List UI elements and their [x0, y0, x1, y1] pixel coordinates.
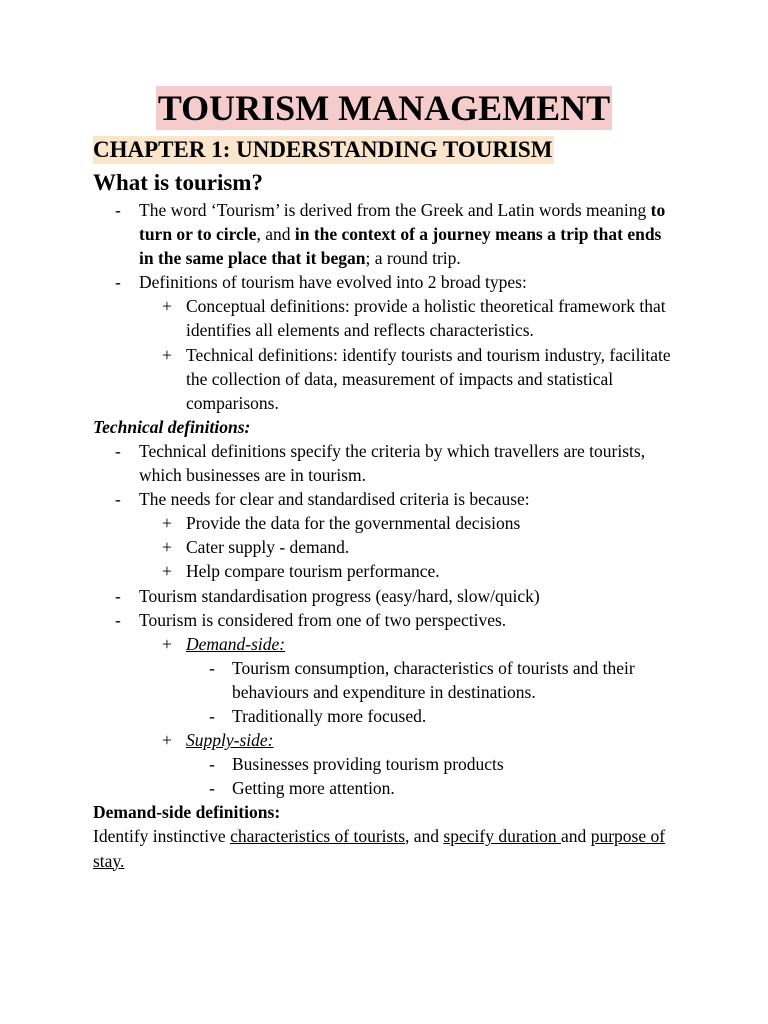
sub-list-item — [93, 294, 673, 342]
document-title: TOURISM MANAGEMENT — [157, 88, 611, 128]
list-item — [93, 198, 673, 270]
list-item — [93, 608, 673, 632]
demand-side-label: Demand-side: — [186, 633, 286, 654]
dash-marker: - — [209, 754, 215, 775]
dash-marker: - — [115, 200, 121, 220]
list-item — [93, 487, 673, 511]
dash-marker: - — [115, 440, 121, 461]
underlined-run: specify duration — [443, 826, 562, 847]
list-item-text: Businesses providing tourism products — [232, 754, 504, 775]
nested-list-item — [93, 752, 673, 776]
dash-marker: - — [209, 657, 215, 678]
list-item-text: Conceptual definitions: provide a holistic theoretical framework that identifies all elements and reflects characteristics. — [186, 296, 666, 341]
list-item-text: Cater supply - demand. — [186, 537, 350, 558]
list-item-text: Help compare tourism performance. — [186, 561, 440, 582]
sub-list-item — [93, 728, 673, 752]
list-item-text: Tourism standardisation progress (easy/hard, slow/quick) — [139, 585, 540, 606]
chapter-heading: CHAPTER 1: UNDERSTANDING TOURISM — [93, 137, 553, 162]
underlined-run: purpose of stay. — [93, 826, 666, 871]
text-run: , and — [405, 826, 444, 847]
dash-marker: - — [209, 705, 215, 726]
text-run: The word ‘Tourism’ is derived from the Greek and Latin words meaning — [139, 200, 651, 220]
list-item-text: Definitions of tourism have evolved into 2 broad types: — [139, 272, 527, 293]
nested-list-item — [93, 656, 673, 704]
list-item-text: Getting more attention. — [232, 778, 395, 799]
text-run: and — [561, 826, 591, 847]
sub-list-item — [93, 632, 673, 656]
sub-list-item — [93, 535, 673, 559]
plus-marker: + — [162, 633, 172, 654]
plus-marker: + — [162, 730, 172, 751]
list-item-text: Provide the data for the governmental decisions — [186, 513, 521, 534]
plus-marker: + — [162, 296, 172, 317]
nested-list-item — [93, 704, 673, 728]
list-item-text: Tourism consumption, characteristics of tourists and their behaviours and expenditure in destinations. — [232, 657, 635, 702]
document-body — [93, 198, 673, 873]
bold-run: to turn or to circle — [139, 200, 666, 245]
supply-side-label: Supply-side: — [186, 730, 274, 751]
plus-marker: + — [162, 561, 172, 582]
technical-definitions-heading: Technical definitions: — [93, 416, 251, 437]
list-item-text: Tourism is considered from one of two perspectives. — [139, 609, 507, 630]
plus-marker: + — [162, 344, 172, 365]
sub-list-item — [93, 511, 673, 535]
list-item-text: Technical definitions specify the criteria by which travellers are tourists, which businesses are in tourism. — [139, 440, 646, 486]
text-run: , and — [256, 224, 295, 245]
demand-side-definitions-heading: Demand-side definitions: — [93, 802, 281, 823]
dash-marker: - — [115, 609, 121, 630]
list-item-text: The needs for clear and standardised criteria is because: — [139, 489, 530, 510]
plus-marker: + — [162, 513, 172, 534]
dash-marker: - — [115, 489, 121, 510]
sub-list-item — [93, 343, 673, 415]
underlined-run: characteristics of tourists — [230, 826, 406, 847]
list-item — [93, 270, 673, 294]
dash-marker: - — [115, 272, 121, 293]
text-run: Identify instinctive — [93, 826, 231, 847]
demand-side-paragraph — [93, 824, 673, 872]
dash-marker: - — [115, 585, 121, 606]
bold-run: in the context of a journey means a trip that ends in the same place that it began — [139, 224, 662, 269]
nested-list-item — [93, 776, 673, 800]
list-item — [93, 584, 673, 608]
sub-list-item — [93, 559, 673, 583]
section-heading: What is tourism? — [93, 170, 263, 195]
dash-marker: - — [209, 778, 215, 799]
title-container — [0, 86, 768, 130]
plus-marker: + — [162, 537, 172, 558]
text-run: ; a round trip. — [365, 248, 461, 269]
list-item-text: Traditionally more focused. — [232, 705, 427, 726]
list-item — [93, 439, 673, 487]
list-item-text: Technical definitions: identify tourists and tourism industry, facilitate the collection of data, measurement of impacts and statistical comparisons. — [186, 344, 671, 413]
